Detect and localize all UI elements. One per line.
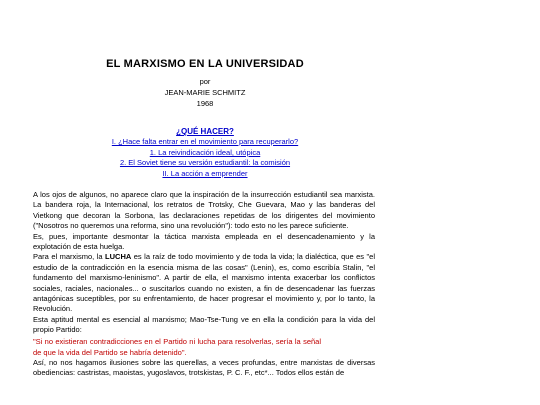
document-title: EL MARXISMO EN LA UNIVERSIDAD	[106, 58, 304, 70]
table-of-contents	[0, 127, 410, 179]
toc-link-1[interactable]: I. ¿Hace falta entrar en el movimiento para recuperarlo?	[111, 137, 299, 146]
lucha-emphasis: LUCHA	[105, 252, 132, 262]
paragraph-3-intro: Para el marxismo, la	[33, 252, 106, 262]
document-header	[0, 58, 410, 109]
toc-link-2[interactable]: 1. La reivindicación ideal, utópica	[149, 147, 261, 157]
toc-link-3[interactable]: 2. El Soviet tiene su versión estudiantil: la comisión	[119, 158, 291, 167]
paragraph-5: Así, no nos hagamos ilusiones sobre las querellas, a veces profundas, entre marxistas de diversas obediencias: castristas, maoistas, yugoslavos, trotskistas, P. C. F., etc*... Todos ellos están de	[33, 357, 375, 378]
toc-link-4[interactable]: II. La acción a emprender	[162, 168, 248, 178]
publication-year: 1968	[196, 99, 214, 108]
paragraph-2: Es, pues, importante desmontar la táctica marxista empleada en el desencadenamiento y la explotación de esta huelga.	[33, 231, 375, 252]
author-name: JEAN-MARIE SCHMITZ	[164, 88, 246, 97]
paragraph-3-rest: es la raíz de todo movimiento y de toda la vida; la dialéctica, que es "el estudio de la contradicción en la esencia misma de las cosas" (Lenin), es, como escribía Stalin, "el fundamento del marxismo-leninismo". A partir de ella, el marxismo intenta exacerbar los conflictos sociales, raciales, nacionales... o suscitarlos cuando no existen, a fin de desencadenar las fuerzas antagónicas suceptibles, por su enfrentamiento, de hacer progresar el movimiento y, por lo tanto, la Revolución.	[33, 252, 375, 314]
paragraph-1: A los ojos de algunos, no aparece claro que la inspiración de la insurrección estudiantil sea marxista. La bandera roja, la Internacional, los retratos de Trotsky, Che Guevara, Mao y las banderas del Vietkong que decoran la Sorbona, las declaraciones repetidas de los dirigentes del movimiento ("Nosotros no queremos una reforma, sino una revolución"): todo esto no les parece suficiente.	[33, 190, 375, 231]
article-body	[33, 190, 375, 379]
paragraph-4: Esta aptitud mental es esencial al marxismo; Mao-Tse-Tung ve en ella la condición para la vida del propio Partido:	[33, 314, 375, 335]
toc-heading[interactable]: ¿QUÉ HACER?	[176, 127, 234, 136]
paragraph-3	[33, 252, 375, 314]
mao-quote: "Si no existieran contradicciones en el Partido ni lucha para resolverlas, sería la señal de que la vida del Partido se habría detenido".	[33, 336, 321, 357]
byline-por: por	[199, 77, 211, 86]
